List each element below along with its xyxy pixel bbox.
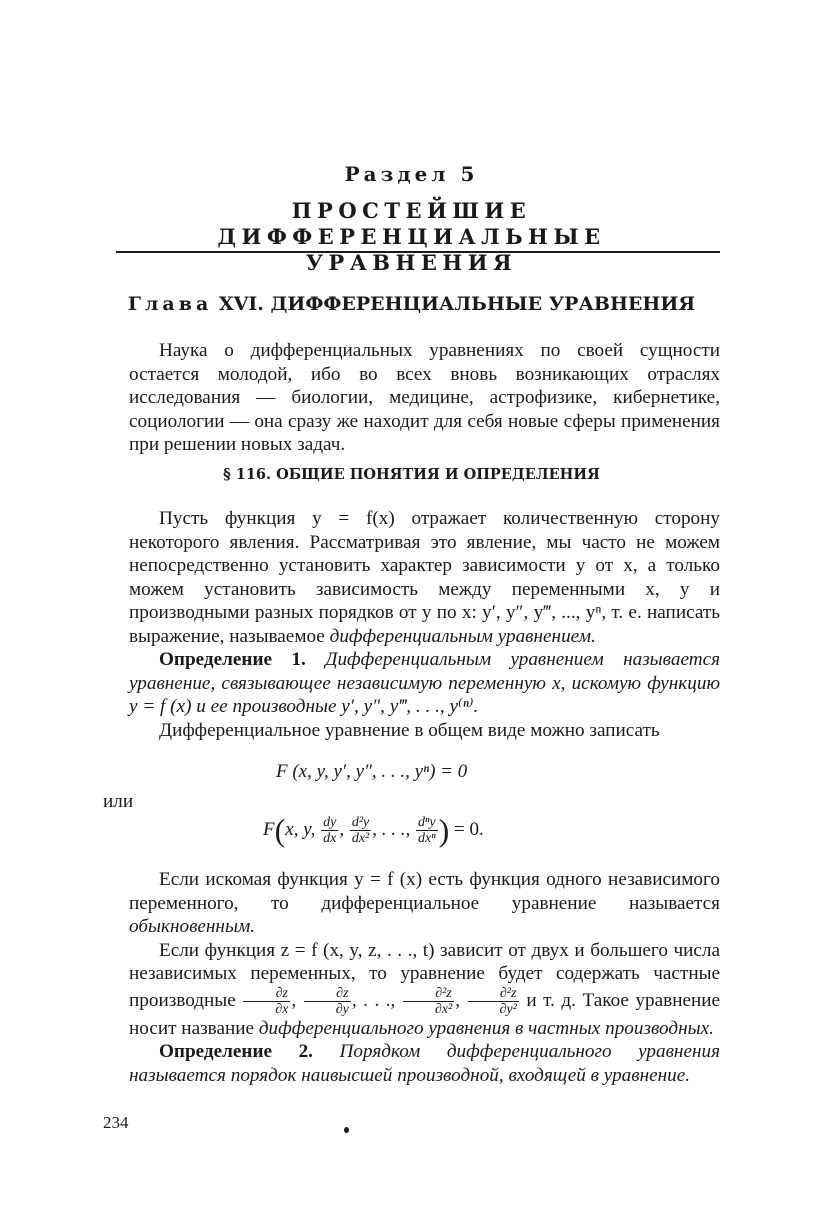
page-number: 234 (103, 1113, 129, 1132)
ink-dot (344, 1127, 349, 1133)
paragraph-title: § 116. ОБЩИЕ ПОНЯТИЯ И ОПРЕДЕЛЕНИЯ (223, 466, 600, 483)
fraction-dny-dxn: $\frac{\text{dⁿy}}{\text{dxⁿ}}$ (417, 815, 436, 846)
paragraph-3: Если искомая функция y = f (x) есть функция одного независимого переменного, то дифференциальное уравнение называется обыкновенным. (129, 869, 720, 937)
fraction-dy-dx: $\frac{dy}{dx}$ (323, 815, 337, 846)
section-divider (116, 251, 720, 253)
main-text-2 (129, 868, 720, 1087)
formula-derivatives: F(x, y, $\frac{dy}{dx}$ , $\frac{\text{d²y}}{\text{dx²}}$ , . . ., $\frac{\text{dⁿy}}{\text{dxⁿ}}$ ) = 0. (263, 812, 484, 848)
main-text-1 (129, 507, 720, 742)
definition-2: Определение 2. Порядком дифференциального уравнения называется порядок наивысшей производной, входящей в уравнение. (129, 1041, 720, 1086)
partial-z-y: $\frac{\partial z}{\partial y}$ (304, 986, 351, 1017)
partial-z-x: $\frac{\partial z}{\partial x}$ (243, 986, 290, 1017)
partial2-z-x2: $\frac{\text{∂²z}}{\text{∂x²}}$ (403, 986, 454, 1017)
section-title-line2: УРАВНЕНИЯ (305, 250, 518, 275)
chapter-prefix: Глава (127, 293, 213, 315)
chapter-title: XVI. ДИФФЕРЕНЦИАЛЬНЫЕ УРАВНЕНИЯ (218, 293, 696, 315)
partial2-z-y2: $\frac{\text{∂²z}}{\text{∂y²}}$ (468, 986, 519, 1017)
intro-paragraph: Наука о дифференциальных уравнениях по своей сущности остается молодой, ибо во всех вновь возникающих отраслях исследования — биологии, медицине, астрофизике, кибернетике, социологии — она сразу же находит для себя новые сферы применения при решении новых задач. (129, 340, 720, 455)
section-label: Раздел 5 (344, 162, 479, 186)
paragraph-1: Пусть функция y = f(x) отражает количественную сторону некоторого явления. Рассматривая это явление, мы часто не можем непосредственно установить характер зависимости y от x, а только можем установить зависимость между переменными x, y и производными разных порядков от y по x: y′, y″, y‴, ..., yⁿ, т. е. написать выражение, называемое дифференциальным уравнением. (129, 508, 720, 647)
chapter-heading (103, 293, 720, 315)
fraction-d2y-dx2: $\frac{\text{d²y}}{\text{dx²}}$ (351, 815, 370, 846)
definition-1: Определение 1. Дифференциальным уравнением называется уравнение, связывающее независимую переменную x, искомую функцию y = f (x) и ее производные y′, y″, y‴, . . ., y⁽ⁿ⁾. (129, 649, 721, 717)
formula-general: F (x, y, y′, y″, . . ., yⁿ) = 0 (276, 761, 468, 782)
section-title (103, 198, 720, 276)
or-word: или (103, 791, 134, 812)
paragraph-2: Дифференциальное уравнение в общем виде можно записать (159, 719, 660, 741)
paragraph-4: Если функция z = f (x, y, z, . . ., t) зависит от двух и большего числа независимых переменных, то уравнение будет содержать частные производные $\frac{\partial z}{\partial x}$ , $\frac{\partial z}{\partial y}$ , . . ., $\frac{\text{∂²z}}{\text{∂x²}}$ , $\frac{\text{∂²z}}{\text{∂y²}}$ и т. д. Такое уравнение носит название дифференциального уравнения в частных производных. (129, 939, 721, 1039)
section-title-line1: ПРОСТЕЙШИЕ ДИФФЕРЕНЦИАЛЬНЫЕ (217, 198, 606, 249)
